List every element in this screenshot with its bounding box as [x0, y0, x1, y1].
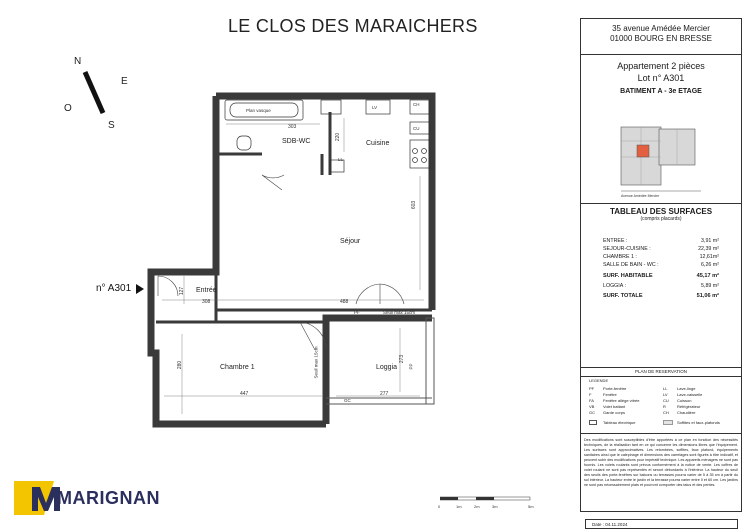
fixture-cu: CU	[413, 126, 420, 131]
room-sdb: SDB-WC	[282, 138, 311, 145]
surface-habitable-row: SURF. HABITABLE 45,17 m²	[603, 273, 719, 279]
fixture-pf: PF	[354, 310, 360, 315]
dim-220: 220	[335, 132, 342, 142]
legend-text: Fenêtre allège vitrée	[603, 398, 640, 403]
dim-127: 127	[179, 286, 186, 296]
compass-east: E	[121, 76, 128, 87]
legend-code: F	[589, 392, 592, 397]
scale-bar	[440, 496, 540, 504]
scale-label-2: 2m	[474, 504, 480, 509]
legend-text: Chaudière	[677, 410, 696, 415]
apartment-block	[581, 55, 741, 107]
legend-text: Cuisson	[677, 398, 692, 403]
dim-488: 488	[340, 299, 349, 305]
wall-west-south	[151, 96, 326, 424]
legend-title: LEGENDE	[589, 378, 609, 383]
date-label: Date : 04.11.2024	[592, 522, 628, 527]
surface-row: SALLE DE BAIN - WC : 6,26 m²	[603, 262, 719, 268]
key-plan-highlight	[637, 145, 649, 157]
address-line2: 01000 BOURG EN BRESSE	[610, 34, 712, 43]
brand-name: MARIGNAN	[57, 488, 160, 508]
room-cuisine: Cuisine	[366, 140, 390, 147]
soffite-swatch-icon	[663, 420, 673, 425]
scale-label-1: 1m	[456, 504, 462, 509]
plan-title: LE CLOS DES MARAICHERS	[228, 16, 478, 36]
fixture-lv: LV	[372, 105, 378, 110]
dim-280: 280	[177, 360, 184, 370]
scale-label-0: 0	[438, 504, 441, 509]
surface-row: ENTREE : 3,91 m²	[603, 238, 719, 244]
building-floor: BATIMENT A - 3e ETAGE	[620, 88, 702, 95]
legend-code: R	[663, 404, 666, 409]
dim-447: 447	[240, 391, 249, 397]
wall-north-east	[216, 96, 432, 310]
disclaimer-text: Des modifications sont susceptibles d'être apportées à ce plan en fonction des nécessités techniques, de la réalisation tant en ce qui concerne les dimensions libres que l'équipement. Les surfaces sont approximatives. Les retombées, soffites, faux plafond, équipements sanitaires ainsi que le calepinage et dimensions des carrelages sont figurés à titre indicatif, et peuvent subir des modifications pour impératif technique. Les appareils ménagers ne sont pas fournis. Les volets roulants sont prévus conformément à la notice de vente. Les coffres de volet roulant ne sont pas représentés et seront débordants à l'intérieur. La hauteur du seuil des seuils des porte-fenêtres sur balcons ou terrasses pourra varier de 5 à 35 cm à partir du sol intérieur. La hauteur entre le jardin et la terrasse pourra varier entre 0 et 60 cm. Les jardins ne sont pas nécessairement plats et pourront comporter des talus et des pentes.	[584, 438, 738, 487]
room-entree: Entrée	[196, 287, 217, 294]
surfaces-subtitle: (compris placards)	[640, 216, 682, 222]
dim-303: 303	[288, 124, 297, 130]
compass-west: O	[64, 103, 72, 114]
fixture-ll: LL	[338, 157, 344, 162]
fixture-plan-vasque: Plan vasque	[246, 108, 271, 113]
legend-code: VB	[589, 404, 595, 409]
fixture-ch: CH	[413, 102, 420, 107]
legend-text: Lave-linge	[677, 386, 696, 391]
compass-north: N	[74, 56, 82, 67]
address-line1: 35 avenue Amédée Mercier	[612, 24, 710, 33]
key-plan	[615, 117, 707, 197]
lot-number: Lot n° A301	[637, 73, 685, 83]
legend-code: LL	[663, 386, 668, 391]
room-chambre: Chambre 1	[220, 364, 255, 371]
legend-soffite: Soffites et faux-plafonds	[677, 420, 720, 425]
fixture-pp: PP	[408, 363, 414, 370]
legend-code: CH	[663, 410, 669, 415]
room-loggia: Loggia	[376, 364, 398, 371]
compass-icon	[85, 72, 103, 113]
date-box	[585, 519, 738, 529]
dim-277: 277	[380, 391, 389, 397]
legend-text: Réfrigérateur	[677, 404, 701, 409]
dim-603: 603	[411, 200, 418, 210]
scale-label-5: 5m	[528, 504, 534, 509]
lot-arrow-icon	[136, 284, 144, 294]
electric-panel-icon	[589, 420, 597, 425]
surface-totale-row: SURF. TOTALE 51,06 m²	[603, 293, 719, 299]
surface-row: CHAMBRE 1 : 12,61m²	[603, 254, 719, 260]
address-block	[581, 19, 741, 55]
legend-code: GC	[589, 410, 595, 415]
legend-text: Lave-vaisselle	[677, 392, 703, 397]
legend-electric: Tableau électrique	[603, 420, 636, 425]
dim-273: 273	[399, 354, 406, 364]
surface-loggia-row: LOGGIA : 5,89 m²	[603, 283, 719, 289]
surface-row: SEJOUR-CUISINE : 22,39 m²	[603, 246, 719, 252]
fixture-seuil-2: Seuil max 15cm	[313, 346, 319, 379]
legend-code: FA	[589, 398, 594, 403]
compass-south: S	[108, 120, 115, 131]
legend-code: PF	[589, 386, 595, 391]
surfaces-title: TABLEAU DES SURFACES	[609, 207, 713, 216]
keyplan-caption: Avenue Amédée Mercier	[621, 194, 660, 198]
legend-text: Porte-fenêtre	[603, 386, 627, 391]
scale-label-3: 3m	[492, 504, 498, 509]
room-sejour: Séjour	[340, 238, 361, 245]
fixture-gc: GC	[344, 398, 351, 403]
apartment-type: Appartement 2 pièces	[617, 61, 705, 71]
legend-text: Garde corps	[603, 410, 626, 415]
fixture-seuil: Seuil max 15cm	[383, 310, 416, 315]
legend-text: Volet battant	[603, 404, 626, 409]
wall-loggia-west	[326, 318, 432, 424]
legend-text: Fenêtre	[603, 392, 617, 397]
legend-code: CU	[663, 398, 669, 403]
lot-pointer-label: n° A301	[96, 283, 132, 294]
surfaces-header	[581, 207, 741, 222]
legend-code: LV	[663, 392, 668, 397]
reservation-title: PLAN DE RESERVATION	[634, 369, 687, 374]
dim-308: 308	[202, 299, 211, 305]
info-panel	[580, 18, 742, 527]
